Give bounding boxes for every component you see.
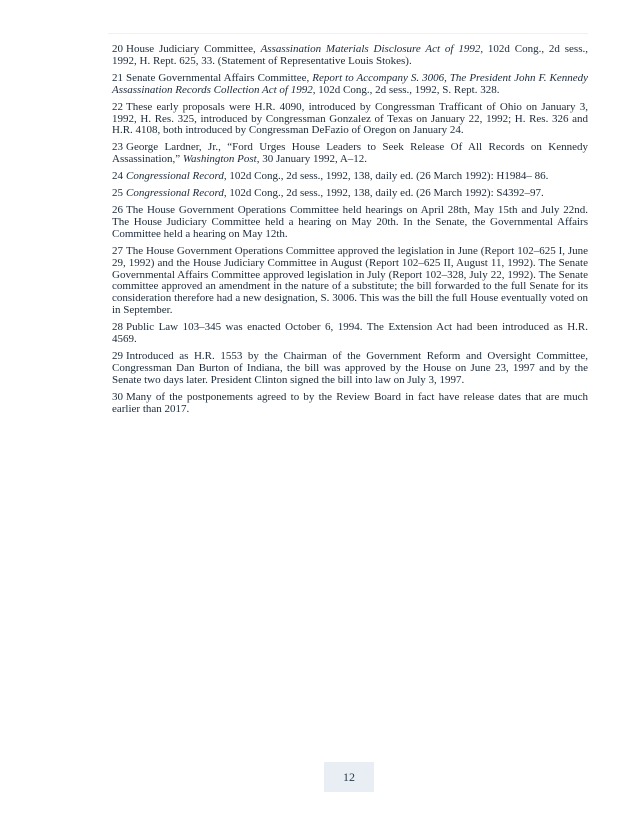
footnote [112,73,588,97]
footnote-number: 21 [112,71,123,84]
footnote-number: 25 [112,187,123,200]
footnote-italic-title: Washington Post [182,153,257,166]
footnote [112,102,588,138]
footnote-italic-title: Congressional Record [126,170,224,183]
footnote-number: 24 [112,170,123,183]
footnote-text: George Lardner, Jr., “Ford Urges House Leaders to Seek Release Of All Records on Kennedy Assassination,” [112,141,588,166]
footnote-text: Introduced as H.R. 1553 by the Chairman of the Government Reform and Oversight Committee, Congressman Dan Burton of Indiana, the bill was approved by the House on June 23, 1997 and by the Senate two days later. President Clinton signed the bill into law on July 3, 1997. [112,349,588,386]
footnote-number: 20 [112,43,123,55]
footnote-number: 27 [112,244,123,257]
footnote [112,246,588,317]
footnote-number: 30 [112,390,123,403]
footnote-text: , 102d Cong., 2d sess., 1992, H. Rept. 625, 33. (Statement of Representative Louis Stokes). [112,43,588,67]
footnote [112,351,588,387]
footnote-italic-title: Assassination Materials Disclosure Act of 1992 [260,43,481,55]
footnote-text: The House Government Operations Committee held hearings on April 28th, May 15th and July 22nd. The House Judiciary Committee held a hearing on May 20th. In the Senate, the Governmental Affairs Committee held a hearing on May 12th. [112,203,588,240]
footnote-text: , 102d Cong., 2d sess., 1992, S. Rept. 328. [312,83,500,96]
footnote-number: 28 [112,321,123,334]
footnote [112,44,588,68]
footnote-text: , 30 January 1992, A–12. [256,153,368,166]
footnote [112,142,588,166]
page-number-text: 12 [343,769,355,784]
footnote-italic-title: Congressional Record [126,187,224,200]
footnote [112,171,588,183]
footnote [112,205,588,241]
footnote-number: 22 [112,100,123,113]
footnote-number: 29 [112,349,123,362]
footnote-text: , 102d Cong., 2d sess., 1992, 138, daily ed. (26 March 1992): H1984– 86. [223,170,549,183]
footnote-text: The House Government Operations Committee approved the legislation in June (Report 102–625 I, June 29, 1992) and the House Judiciary Committee in August (Report 102–625 II, August 11, 1992). The Senate Governmental Affairs Committee approved legislation in July (Report 102–328, July 22, 1992). The Senate committee approved an amendment in the nature of a substitute; the bill forwarded to the full Senate for its consideration therefore had a new designation, S. 3006. This was the bill the full House eventually voted on in September. [112,244,588,317]
footnote-text: House Judiciary Committee, [126,43,261,55]
footnote-italic-title: Report to Accompany S. 3006, The President John F. Kennedy Assassination Records Collection Act of 1992 [112,71,588,96]
footnote-text: Senate Governmental Affairs Committee, [126,71,313,84]
page-number [324,762,374,792]
footnote-text: , 102d Cong., 2d sess., 1992, 138, daily ed. (26 March 1992): S4392–97. [223,187,544,200]
header-rule [108,33,588,34]
footnote [112,392,588,416]
footnote-text: Public Law 103–345 was enacted October 6, 1994. The Extension Act had been introduced as H.R. 4569. [112,321,588,346]
footnote-text: These early proposals were H.R. 4090, introduced by Congressman Trafficant of Ohio on January 3, 1992, H. Res. 325, introduced by Congressman Gonzalez of Texas on January 22, 1992; H. Res. 326 and H.R. 4108, both introduced by Congressman DeFazio of Oregon on January 24. [112,100,588,137]
footnote-number: 23 [112,141,123,154]
footnote-text: Many of the postponements agreed to by the Review Board in fact have release dates that are much earlier than 2017. [112,390,588,415]
footnote-number: 26 [112,203,123,216]
footnote [112,322,588,346]
footnote [112,188,588,200]
footnotes-list [112,44,588,420]
